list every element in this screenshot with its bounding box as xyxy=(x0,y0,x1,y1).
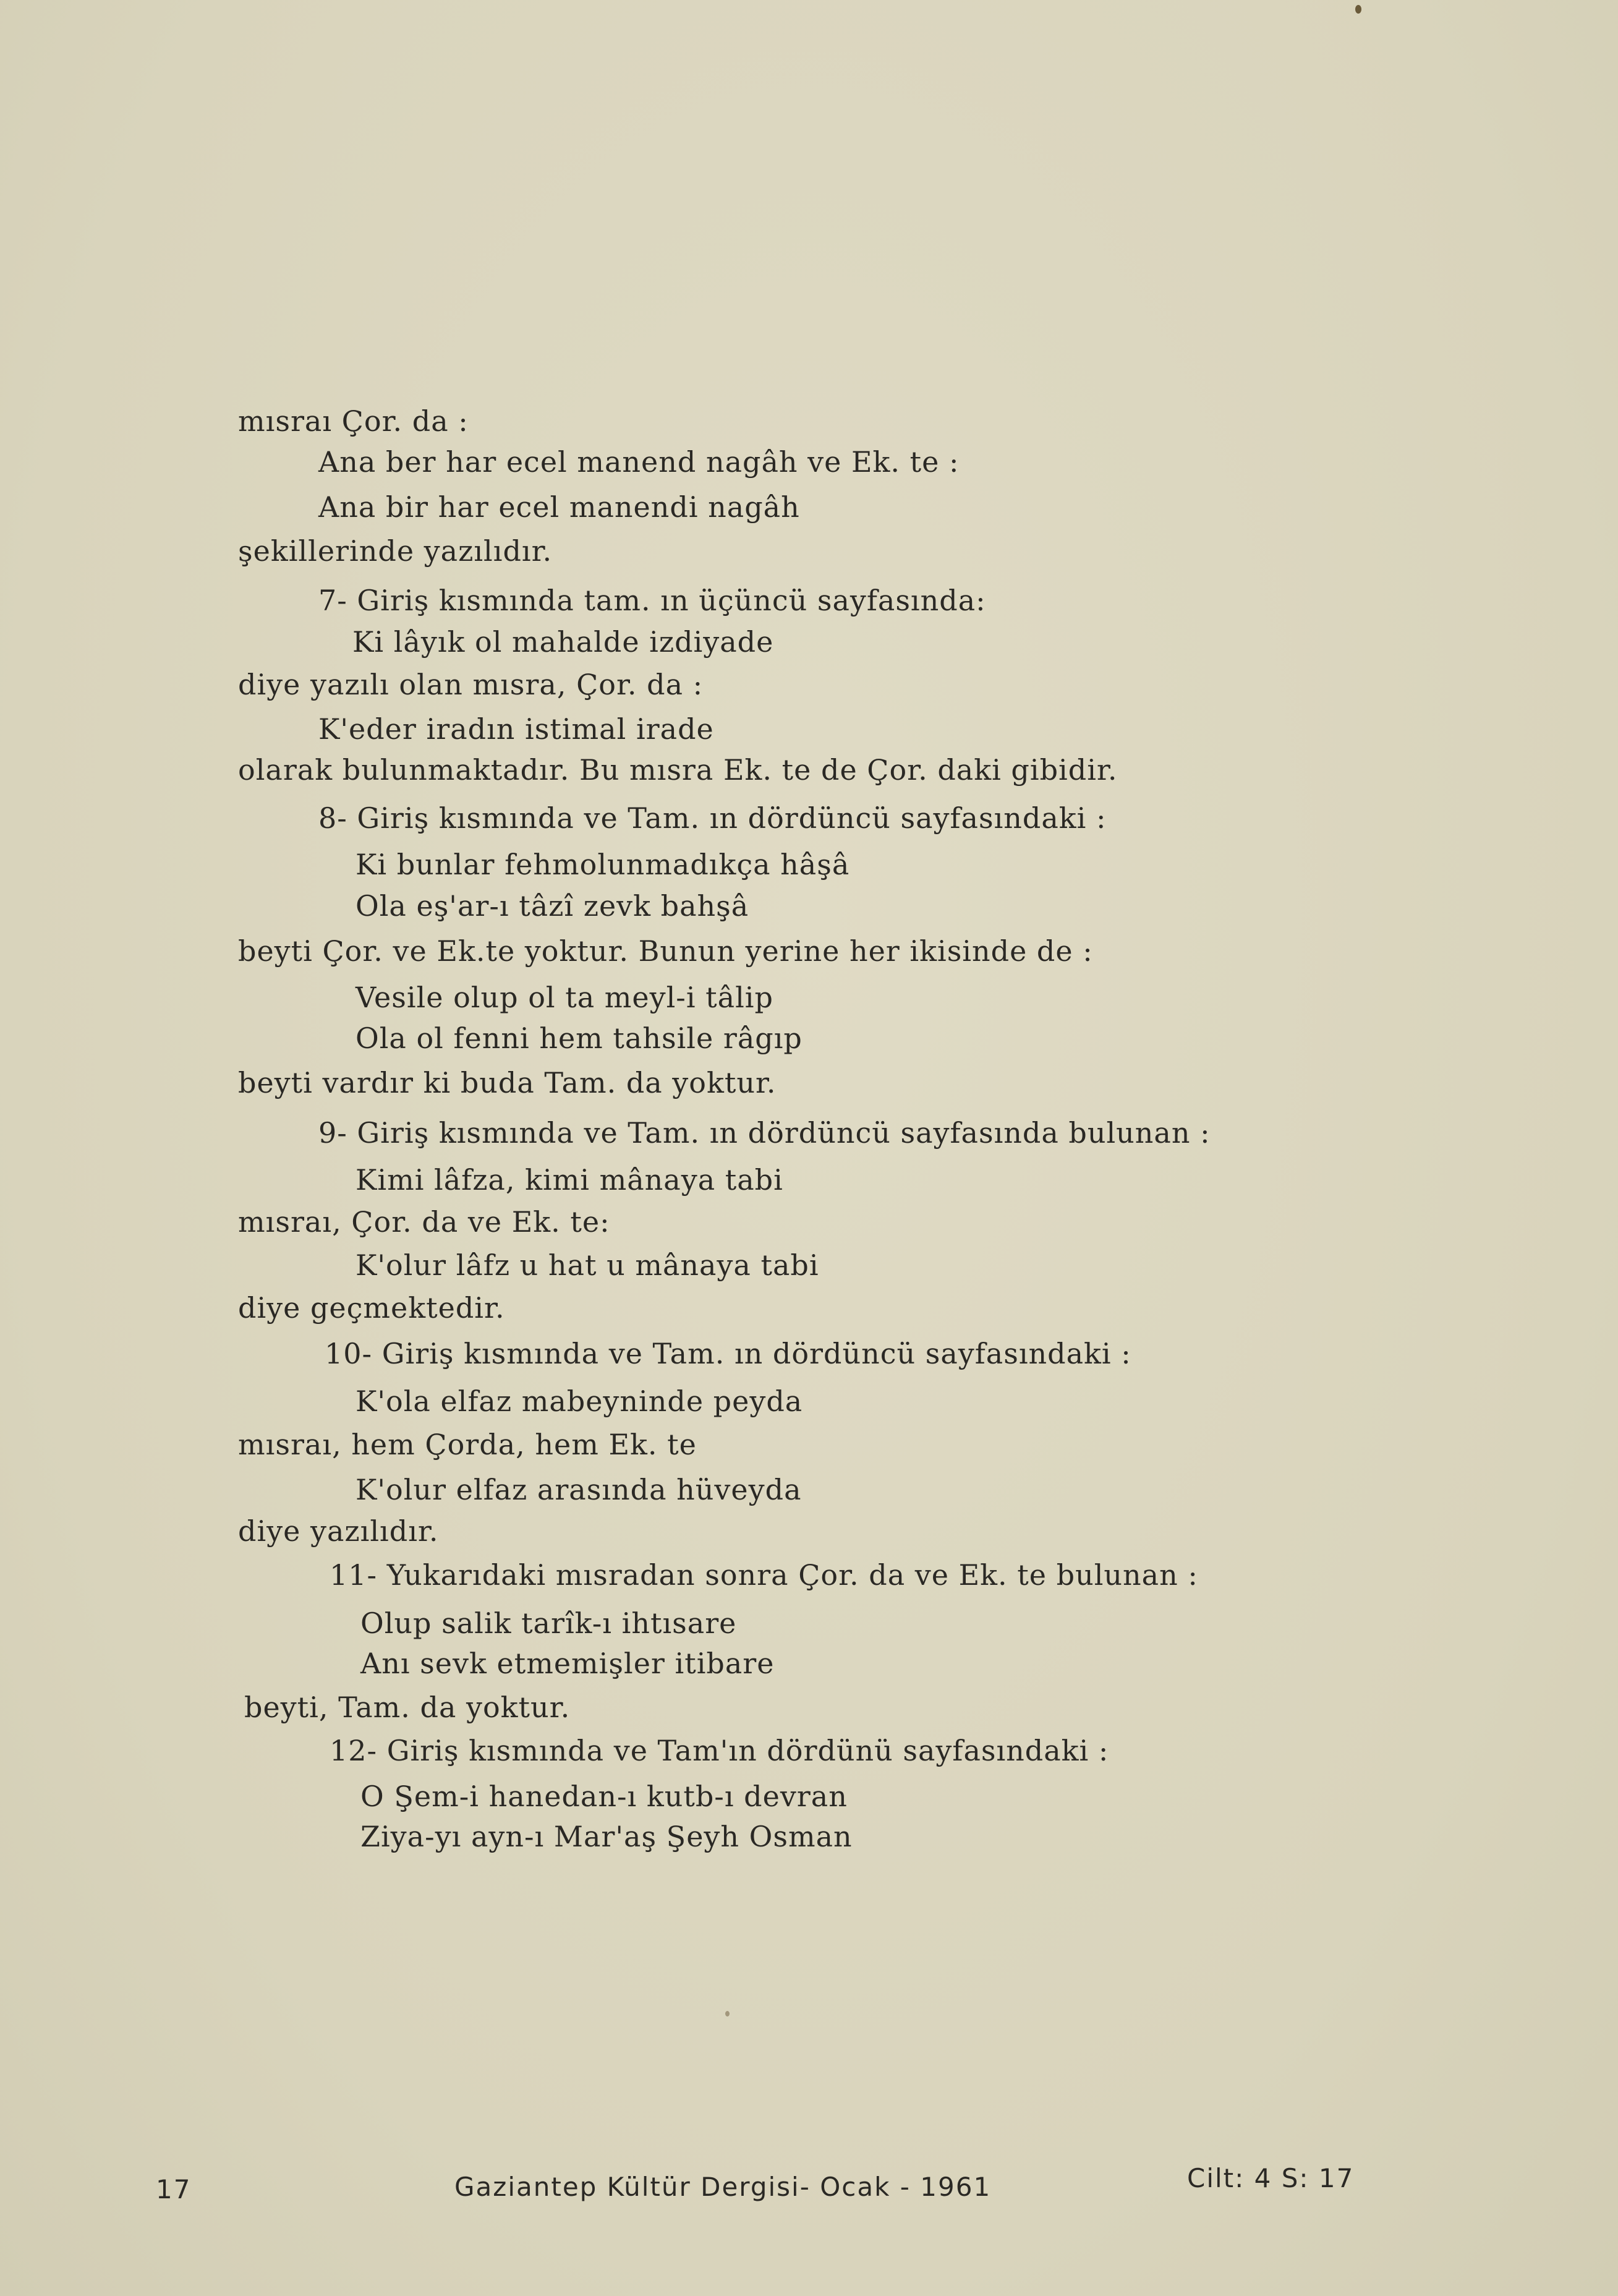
text-line: olarak bulunmaktadır. Bu mısra Ek. te de Çor. daki gibidir. xyxy=(238,753,1118,787)
text-line: O Şem-i hanedan-ı kutb-ı devran xyxy=(360,1780,848,1813)
text-line: 8- Giriş kısmında ve Tam. ın dördüncü sayfasındaki : xyxy=(318,801,1107,835)
text-line: 12- Giriş kısmında ve Tam'ın dördünü sayfasındaki : xyxy=(330,1734,1109,1767)
text-line: diye yazılı olan mısra, Çor. da : xyxy=(238,668,704,701)
text-line: Ola eş'ar-ı tâzî zevk bahşâ xyxy=(356,889,749,923)
text-line: diye yazılıdır. xyxy=(238,1514,439,1548)
text-line: K'olur elfaz arasında hüveyda xyxy=(356,1473,802,1506)
text-line: 11- Yukarıdaki mısradan sonra Çor. da ve Ek. te bulunan : xyxy=(330,1558,1198,1592)
ink-speck xyxy=(725,2011,730,2016)
text-line: Anı sevk etmemişler itibare xyxy=(360,1647,775,1680)
text-line: Ki lâyık ol mahalde izdiyade xyxy=(352,625,774,659)
text-line: Kimi lâfza, kimi mânaya tabi xyxy=(356,1163,783,1197)
ink-speck xyxy=(1355,5,1361,14)
text-line: diye geçmektedir. xyxy=(238,1291,505,1325)
text-line: Vesile olup ol ta meyl-i tâlip xyxy=(356,981,773,1014)
text-line: Ana ber har ecel manend nagâh ve Ek. te : xyxy=(318,445,960,479)
footer-volume-issue: Cilt: 4 S: 17 xyxy=(1187,2163,1355,2193)
text-line: 7- Giriş kısmında tam. ın üçüncü sayfasında: xyxy=(318,584,986,617)
text-line: K'ola elfaz mabeyninde peyda xyxy=(356,1385,803,1418)
footer-journal-title: Gaziantep Kültür Dergisi- Ocak - 1961 xyxy=(454,2172,992,2202)
text-line: mısraı, hem Çorda, hem Ek. te xyxy=(238,1428,697,1461)
text-line: beyti Çor. ve Ek.te yoktur. Bunun yerine her ikisinde de : xyxy=(238,934,1093,968)
text-line: 9- Giriş kısmında ve Tam. ın dördüncü sayfasında bulunan : xyxy=(318,1116,1211,1150)
text-line: K'olur lâfz u hat u mânaya tabi xyxy=(356,1248,819,1282)
text-line: beyti vardır ki buda Tam. da yoktur. xyxy=(238,1066,777,1099)
text-line: Ola ol fenni hem tahsile râgıp xyxy=(356,1022,803,1055)
text-line: 10- Giriş kısmında ve Tam. ın dördüncü sayfasındaki : xyxy=(325,1337,1131,1370)
text-line: beyti, Tam. da yoktur. xyxy=(244,1691,571,1724)
text-line: Ki bunlar fehmolunmadıkça hâşâ xyxy=(356,848,850,881)
text-line: Ana bir har ecel manendi nagâh xyxy=(318,490,800,524)
text-line: şekillerinde yazılıdır. xyxy=(238,534,553,568)
text-line: Ziya-yı ayn-ı Mar'aş Şeyh Osman xyxy=(360,1820,853,1853)
text-line: mısraı, Çor. da ve Ek. te: xyxy=(238,1205,610,1239)
text-line: K'eder iradın istimal irade xyxy=(318,712,714,746)
text-line: Olup salik tarîk-ı ihtısare xyxy=(360,1607,737,1640)
footer-page-number: 17 xyxy=(156,2174,192,2204)
text-line: mısraı Çor. da : xyxy=(238,404,469,438)
